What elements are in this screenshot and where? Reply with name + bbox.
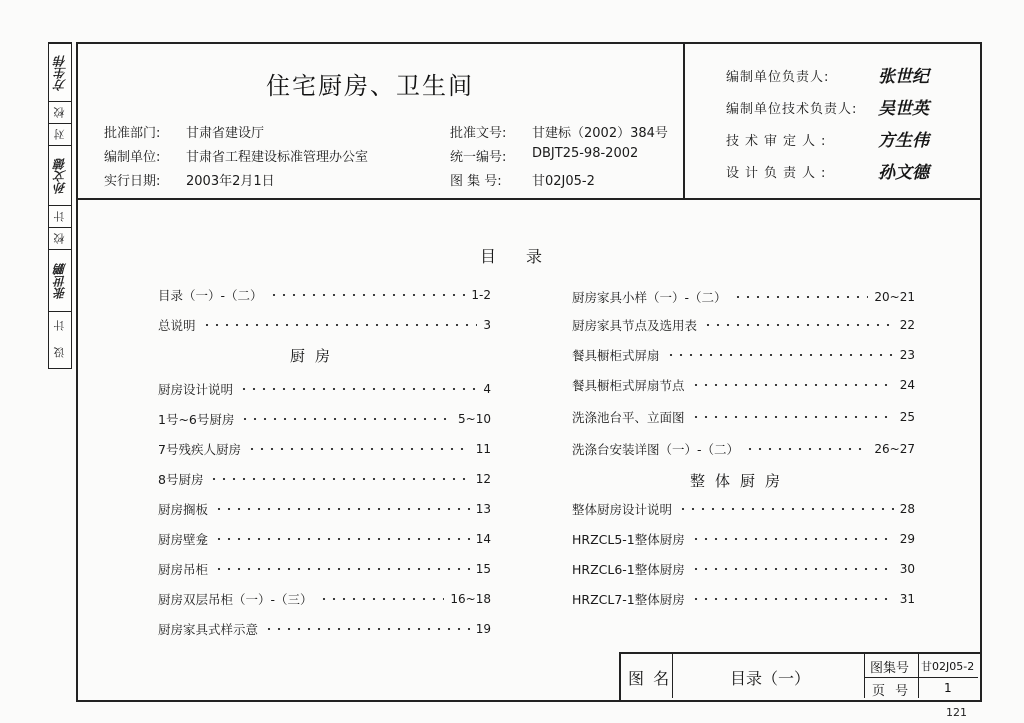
toc-entry[interactable]	[158, 380, 491, 398]
strip-cell: 设	[53, 347, 66, 358]
drawing-name-value: 目录（一）	[730, 669, 811, 688]
toc-entry-label: 厨房家具式样示意	[158, 622, 259, 637]
leader-dots	[239, 388, 477, 390]
signature-design-lead: 孙文德	[878, 163, 929, 183]
toc-entry-label: 厨房家具节点及选用表	[572, 318, 698, 333]
signature-unit-head: 张世纪	[878, 67, 929, 87]
drawing-name-label: 图 名	[628, 669, 672, 688]
toc-entry-label: 餐具橱柜式屏扇节点	[572, 378, 685, 393]
leader-dots	[691, 568, 894, 570]
toc-entry[interactable]	[158, 590, 491, 608]
toc-entry[interactable]	[572, 376, 915, 394]
leader-dots	[678, 508, 894, 510]
unified-no-value: DBJT25-98-2002	[532, 146, 639, 161]
leader-dots	[691, 598, 894, 600]
toc-entry-label: HRZCL6-1整体厨房	[572, 562, 685, 577]
leader-dots	[733, 296, 869, 298]
toc-entry-page: 12	[475, 472, 491, 486]
toc-entry-label: 厨房家具小样（一）-（二）	[572, 290, 727, 305]
toc-entry-page: 14	[475, 532, 491, 546]
toc-entry-page: 31	[899, 592, 915, 606]
toc-entry-page: 4	[483, 382, 491, 396]
strip-cell: 校	[49, 227, 71, 250]
compiler-value: 甘肃省工程建设标准管理办公室	[186, 150, 369, 165]
header-divider	[76, 198, 980, 200]
toc-entry-page: 3	[483, 318, 491, 332]
toc-entry-label: 1号~6号厨房	[158, 412, 235, 427]
toc-entry-page: 23	[899, 348, 915, 362]
leader-dots	[319, 598, 445, 600]
leader-dots	[269, 294, 466, 296]
section-heading-kitchen: 厨房	[290, 347, 341, 365]
toc-entry-label: 洗涤池台平、立面图	[572, 410, 685, 425]
margin-signature-strip	[48, 42, 72, 369]
atlas-number-label: 图集号	[870, 661, 910, 676]
leader-dots	[209, 478, 469, 480]
toc-entry[interactable]	[572, 346, 915, 364]
role-tech-head: 编制单位技术负责人:	[726, 102, 858, 117]
compiler-label: 编制单位:	[104, 150, 161, 165]
toc-entry-label: 总说明	[158, 318, 196, 333]
toc-entry-label: 厨房双层吊柜（一）-（三）	[158, 592, 313, 607]
toc-entry[interactable]	[158, 410, 491, 428]
toc-entry-label: 7号残疾人厨房	[158, 442, 241, 457]
leader-dots	[214, 538, 470, 540]
toc-entry-page: 19	[475, 622, 491, 636]
toc-entry-page: 16~18	[450, 592, 491, 606]
toc-entry-page: 24	[899, 378, 915, 392]
leader-dots	[703, 324, 894, 326]
toc-entry[interactable]	[572, 408, 915, 426]
toc-entry-label: 餐具橱柜式屏扇	[572, 348, 660, 363]
toc-entry-label: 整体厨房设计说明	[572, 502, 673, 517]
toc-entry-label: 厨房壁龛	[158, 532, 209, 547]
toc-entry[interactable]	[158, 560, 491, 578]
toc-title: 目录	[480, 247, 573, 266]
page-number-label: 页 号	[872, 684, 912, 699]
approval-dept-label: 批准部门:	[104, 126, 161, 141]
toc-entry-page: 26~27	[874, 442, 915, 456]
strip-cell: 计	[49, 311, 71, 340]
toc-entry[interactable]	[572, 316, 915, 334]
toc-entry-label: 目录（一）-（二）	[158, 288, 263, 303]
toc-entry-page: 30	[899, 562, 915, 576]
toc-entry-label: 厨房搁板	[158, 502, 209, 517]
toc-entry-label: HRZCL5-1整体厨房	[572, 532, 685, 547]
strip-cell: 校	[49, 101, 71, 124]
toc-entry[interactable]	[572, 590, 915, 608]
toc-entry-page: 13	[475, 502, 491, 516]
role-unit-head: 编制单位负责人:	[726, 70, 830, 85]
toc-entry[interactable]	[158, 470, 491, 488]
leader-dots	[691, 416, 894, 418]
toc-entry-label: HRZCL7-1整体厨房	[572, 592, 685, 607]
unified-no-label: 统一编号:	[450, 150, 507, 165]
toc-entry[interactable]	[158, 620, 491, 638]
leader-dots	[247, 448, 470, 450]
approval-no-value: 甘建标（2002）384号	[532, 126, 668, 141]
toc-entry-page: 15	[475, 562, 491, 576]
header-vertical-divider	[683, 42, 685, 199]
effective-date-label: 实行日期:	[104, 174, 161, 189]
strip-cell-designer-sign: 张世鹏	[49, 249, 71, 312]
signature-reviewer: 方生伟	[878, 131, 929, 151]
toc-entry-page: 11	[475, 442, 491, 456]
leader-dots	[214, 508, 470, 510]
signature-tech-head: 吴世英	[878, 99, 929, 119]
approval-dept-value: 甘肃省建设厅	[186, 126, 265, 141]
atlas-no-label: 图 集 号:	[450, 174, 502, 189]
role-reviewer: 技术审定人:	[726, 134, 832, 149]
leader-dots	[264, 628, 470, 630]
toc-entry-page: 25	[899, 410, 915, 424]
leader-dots	[691, 384, 894, 386]
toc-entry-label: 厨房吊柜	[158, 562, 209, 577]
strip-cell: 对	[49, 123, 71, 146]
page-number-value: 1	[944, 681, 952, 695]
toc-entry-label: 8号厨房	[158, 472, 204, 487]
toc-entry[interactable]	[572, 440, 915, 458]
toc-entry-label: 厨房设计说明	[158, 382, 234, 397]
leader-dots	[240, 418, 452, 420]
leader-dots	[666, 354, 894, 356]
toc-entry-page: 1-2	[471, 288, 491, 302]
effective-date-value: 2003年2月1日	[186, 174, 275, 189]
toc-entry-page: 29	[899, 532, 915, 546]
leader-dots	[202, 324, 478, 326]
toc-entry[interactable]	[158, 440, 491, 458]
toc-entry-page: 22	[899, 318, 915, 332]
leader-dots	[691, 538, 894, 540]
strip-cell: 计	[49, 205, 71, 228]
approval-no-label: 批准文号:	[450, 126, 507, 141]
toc-entry[interactable]	[158, 316, 491, 334]
toc-entry[interactable]	[572, 530, 915, 548]
title-block-divider	[918, 654, 919, 698]
role-design-lead: 设计负责人:	[726, 166, 832, 181]
strip-cell-proofreader-sign: 方生伟	[49, 43, 71, 102]
strip-cell-checker-sign: 孙文德	[49, 145, 71, 206]
title-block-divider	[864, 654, 865, 698]
toc-entry-page: 20~21	[874, 290, 915, 304]
title-block-divider	[672, 654, 673, 698]
toc-entry[interactable]	[158, 286, 491, 304]
document-title: 住宅厨房、卫生间	[266, 72, 474, 100]
toc-entry[interactable]	[572, 560, 915, 578]
atlas-no-value: 甘02J05-2	[532, 174, 595, 189]
toc-entry[interactable]	[158, 500, 491, 518]
section-heading-integrated-kitchen: 整体厨房	[690, 472, 791, 490]
title-block-divider	[864, 677, 978, 678]
toc-entry[interactable]	[572, 288, 915, 306]
toc-entry[interactable]	[158, 530, 491, 548]
toc-entry[interactable]	[572, 500, 915, 518]
sheet-number: 121	[946, 706, 967, 719]
atlas-number-value: 甘02J05-2	[921, 660, 975, 673]
toc-entry-page: 28	[899, 502, 915, 516]
toc-entry-page: 5~10	[458, 412, 491, 426]
leader-dots	[214, 568, 470, 570]
leader-dots	[745, 448, 868, 450]
toc-entry-label: 洗涤台安装详图（一）-（二）	[572, 442, 740, 457]
